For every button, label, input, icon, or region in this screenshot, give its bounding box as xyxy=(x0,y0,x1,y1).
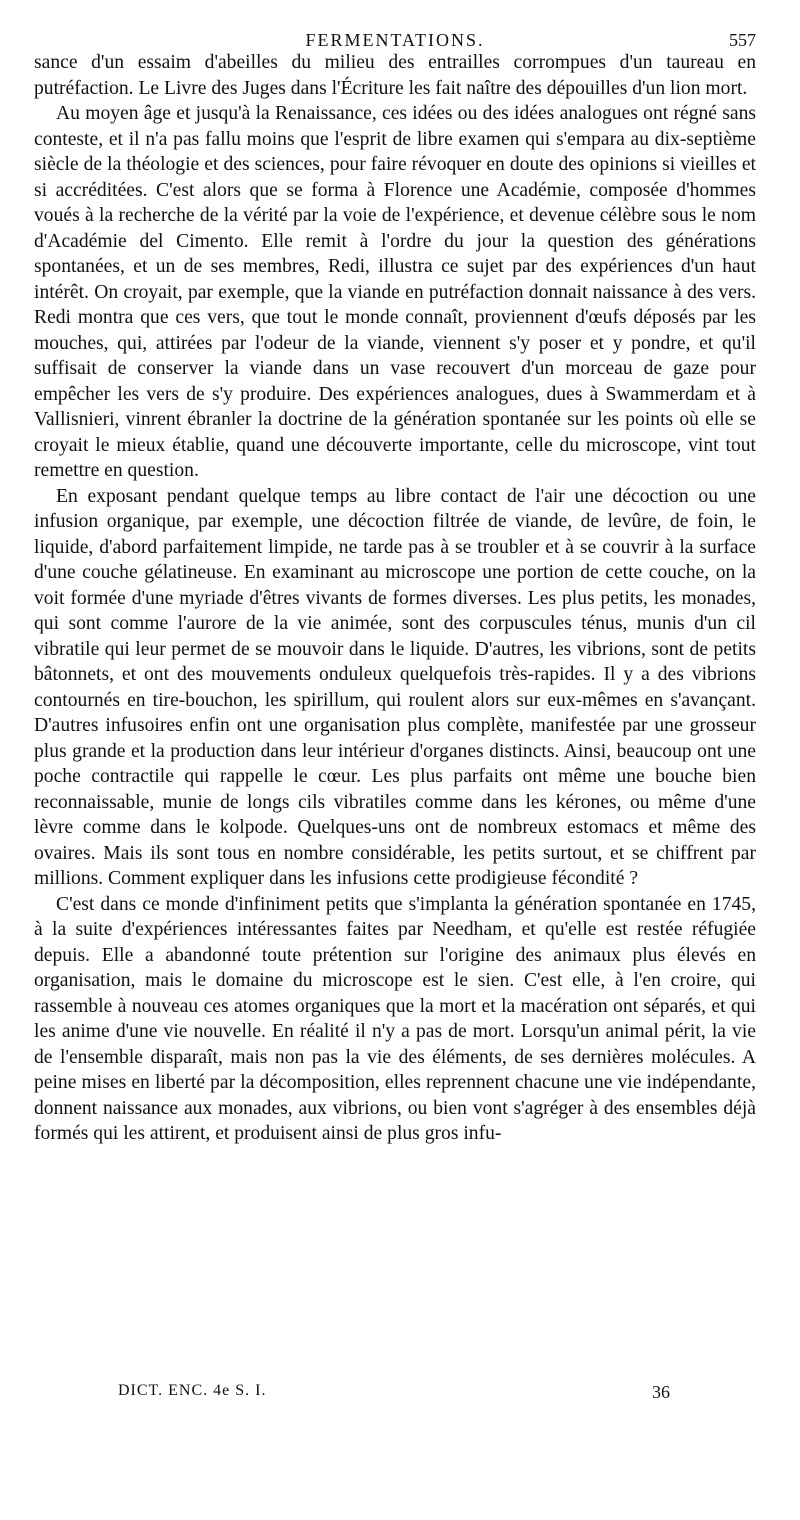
paragraph-continuation: sance d'un essaim d'abeilles du milieu des entrailles corrompues d'un taureau en putréfaction. Le Livre des Juges dans l'Écriture les fait naître des dépouilles d'un lion mort. xyxy=(34,52,756,99)
printer-signature: DICT. ENC. 4e S. I. xyxy=(118,1382,267,1399)
signature-number: 36 xyxy=(652,1382,670,1402)
paragraph: C'est dans ce monde d'infiniment petits que s'implanta la génération spontanée en 1745, à la suite d'expériences intéressantes faites par Needham, et qu'elle est restée réfugiée depuis. Elle a abandonné toute prétention sur l'origine des animaux plus élevés en organisation, mais le domaine du microscope est le sien. C'est elle, à l'en croire, qui rassemble à nouveau ces atomes organiques que la mort et la macération ont séparés, et qui les anime d'une vie nouvelle. En réalité il n'y a pas de mort. Lorsqu'un animal périt, la vie de l'ensemble disparaît, mais non pas la vie des éléments, de ses dernières molécules. A peine mises en liberté par la décomposition, elles reprennent chacune une vie indépendante, donnent naissance aux monades, aux vibrions, ou bien vont s'agréger à des ensembles déjà formés qui les attirent, et produisent ainsi de plus gros infu- xyxy=(34,893,756,1144)
footer xyxy=(34,1382,756,1406)
body-text xyxy=(34,50,756,1147)
running-title: FERMENTATIONS. xyxy=(305,30,485,50)
page-number: 557 xyxy=(729,30,756,50)
paragraph: Au moyen âge et jusqu'à la Renaissance, ces idées ou des idées analogues ont régné sans conteste, et il n'a pas fallu moins que l'esprit de libre examen qui s'empara au dix-septième siècle de la théologie et des sciences, pour faire révoquer en doute des opinions si vieilles et si accréditées. C'est alors que se forma à Florence une Académie, composée d'hommes voués à la recherche de la vérité par la voie de l'expérience, et devenue célèbre sous le nom d'Académie del Cimento. Elle remit à l'ordre du jour la question des générations spontanées, et un de ses membres, Redi, illustra ce sujet par des expériences d'un haut intérêt. On croyait, par exemple, que la viande en putréfaction donnait naissance à des vers. Redi montra que ces vers, que tout le monde connaît, proviennent d'œufs déposés par les mouches, qui, attirées par l'odeur de la viande, viennent s'y poser et y pondre, et qu'il suffisait de conserver la viande dans un vase recouvert d'un morceau de gaze pour empêcher les vers de s'y produire. Des expériences analogues, dues à Swammerdam et à Vallisnieri, vinrent ébranler la doctrine de la génération spontanée sur les points où elle se croyait le mieux établie, quand une découverte importante, celle du microscope, vint tout remettre en question. xyxy=(34,103,756,481)
running-head xyxy=(34,0,756,50)
paragraph: En exposant pendant quelque temps au libre contact de l'air une décoction ou une infusion organique, par exemple, une décoction filtrée de viande, de levûre, de foin, le liquide, d'abord parfaitement limpide, ne tarde pas à se troubler et à se couvrir à la surface d'une couche gélatineuse. En examinant au microscope une portion de cette couche, on la voit formée d'une myriade d'êtres vivants de formes diverses. Les plus petits, les monades, qui sont comme l'aurore de la vie animée, sont des corpuscules ténus, munis d'un cil vibratile qui leur permet de se mouvoir dans le liquide. D'autres, les vibrions, sont de petits bâtonnets, et ont des mouvements onduleux quelquefois très-rapides. Il y a des vibrions contournés en tire-bouchon, les spirillum, qui roulent alors sur eux-mêmes en s'avançant. D'autres infusoires enfin ont une organisation plus complète, manifestée par une grosseur plus grande et la production dans leur intérieur d'organes distincts. Ainsi, beaucoup ont une poche contractile qui rappelle le cœur. Les plus parfaits ont même une bouche bien reconnaissable, munie de longs cils vibratiles comme dans les kérones, ou même d'une lèvre comme dans le kolpode. Quelques-uns ont de nombreux estomacs et même des ovaires. Mais ils sont tous en nombre considérable, les petits surtout, et se chiffrent par millions. Comment expliquer dans les infusions cette prodigieuse fécondité ? xyxy=(34,485,756,889)
page xyxy=(34,0,756,1147)
